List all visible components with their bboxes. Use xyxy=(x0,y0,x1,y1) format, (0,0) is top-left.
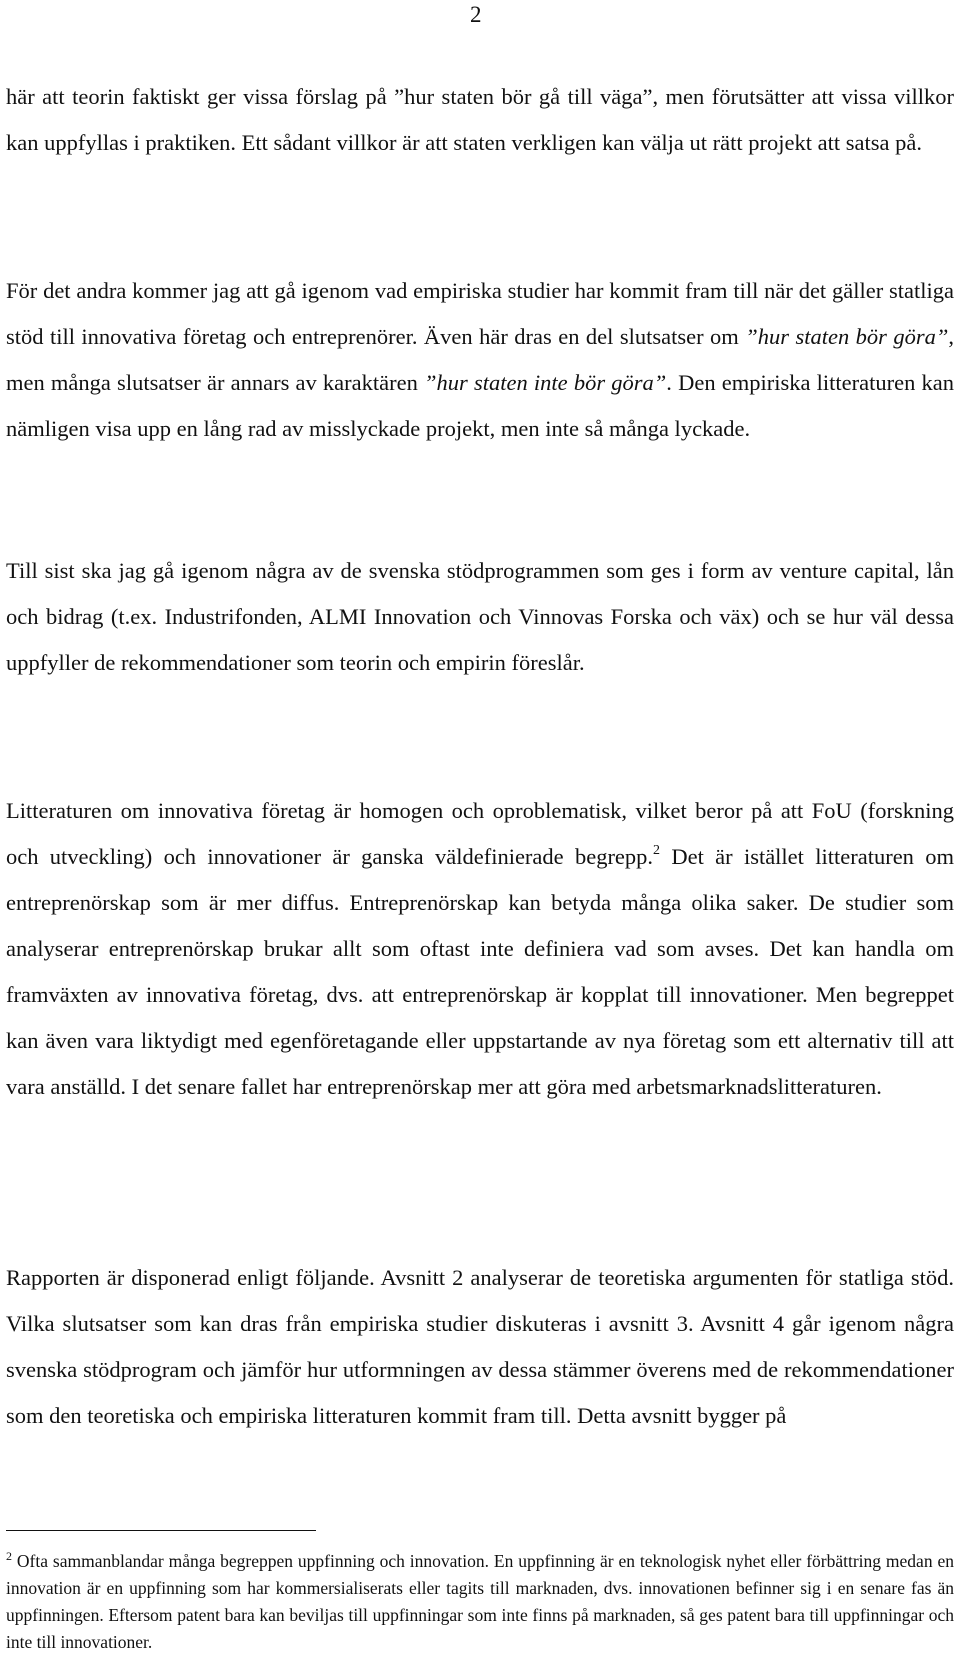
paragraph-text: Till sist ska jag gå igenom några av de svenska stödprogrammen som ges i form av venture capital, lån och bidrag (t.ex. Industrifonden, ALMI Innovation och Vinnovas Forska och väx) och se hur väl dessa uppfyller de rekommendationer som teorin och empirin föreslår. xyxy=(6,558,954,675)
footnote-text: Ofta sammanblandar många begreppen uppfinning och innovation. En uppfinning är en teknologisk nyhet eller förbättring medan en innovation är en uppfinning som har kommersialiserats eller tagits till marknaden, dvs. innovationen befinner sig i en senare fas än uppfinningen. Eftersom patent bara kan beviljas till uppfinningar som inte finns på marknaden, så ges patent bara till uppfinningar och inte till innovationer. xyxy=(6,1551,954,1652)
paragraph-text: , men många slutsatser är annars av karaktären xyxy=(6,324,954,395)
footnote xyxy=(6,1548,954,1656)
italic-phrase: ”hur staten inte bör göra” xyxy=(424,370,667,395)
footnote-number: 2 xyxy=(6,1549,12,1563)
footnote-reference[interactable]: 2 xyxy=(653,843,661,858)
paragraph-intro-theory xyxy=(6,74,954,166)
paragraph-support-programs xyxy=(6,548,954,686)
paragraph-text: Rapporten är disponerad enligt följande. Avsnitt 2 analyserar de teoretiska argumenten för statliga stöd. Vilka slutsatser som kan dras från empiriska studier diskuteras i avsnitt 3. Avsnitt 4 går igenom några svenska stödprogram och jämför hur utformningen av dessa stämmer överens med de rekommendationer som den teoretiska och empiriska litteraturen kommit fram till. Detta avsnitt bygger på xyxy=(6,1265,954,1428)
paragraph-text: Det är istället litteraturen om entreprenörskap som är mer diffus. Entreprenörskap kan betyda många olika saker. De studier som analyserar entreprenörskap brukar allt som oftast inte definiera vad som avses. Det kan handla om framväxten av innovativa företag, dvs. att entreprenörskap är kopplat till innovationer. Men begreppet kan även vara liktydigt med egenföretagande eller uppstartande av nya företag som ett alternativ till att vara anställd. I det senare fallet har entreprenörskap mer att göra med arbetsmarknadslitteraturen. xyxy=(6,844,954,1099)
paragraph-empirical-studies xyxy=(6,268,954,452)
italic-phrase: ”hur staten bör göra” xyxy=(745,324,949,349)
paragraph-text: här att teorin faktiskt ger vissa förslag på ”hur staten bör gå till väga”, men förutsätter att vissa villkor kan uppfyllas i praktiken. Ett sådant villkor är att staten verkligen kan välja ut rätt projekt att satsa på. xyxy=(6,84,954,155)
paragraph-report-outline xyxy=(6,1255,954,1439)
paragraph-text: . Den empiriska litteraturen kan nämligen visa upp en lång rad av misslyckade projekt, men inte så många lyckade. xyxy=(6,370,955,441)
page-number: 2 xyxy=(470,2,482,27)
paragraph-literature xyxy=(6,788,954,1110)
paragraph-text: Litteraturen om innovativa företag är homogen och oproblematisk, vilket beror på att FoU (forskning och utveckling) och innovationer är ganska väldefinierade begrepp. xyxy=(6,798,954,869)
footnote-divider xyxy=(6,1530,316,1531)
paragraph-text: För det andra kommer jag att gå igenom vad empiriska studier har kommit fram till när det gäller statliga stöd till innovativa företag och entreprenörer. Även här dras en del slutsatser om xyxy=(6,278,954,349)
